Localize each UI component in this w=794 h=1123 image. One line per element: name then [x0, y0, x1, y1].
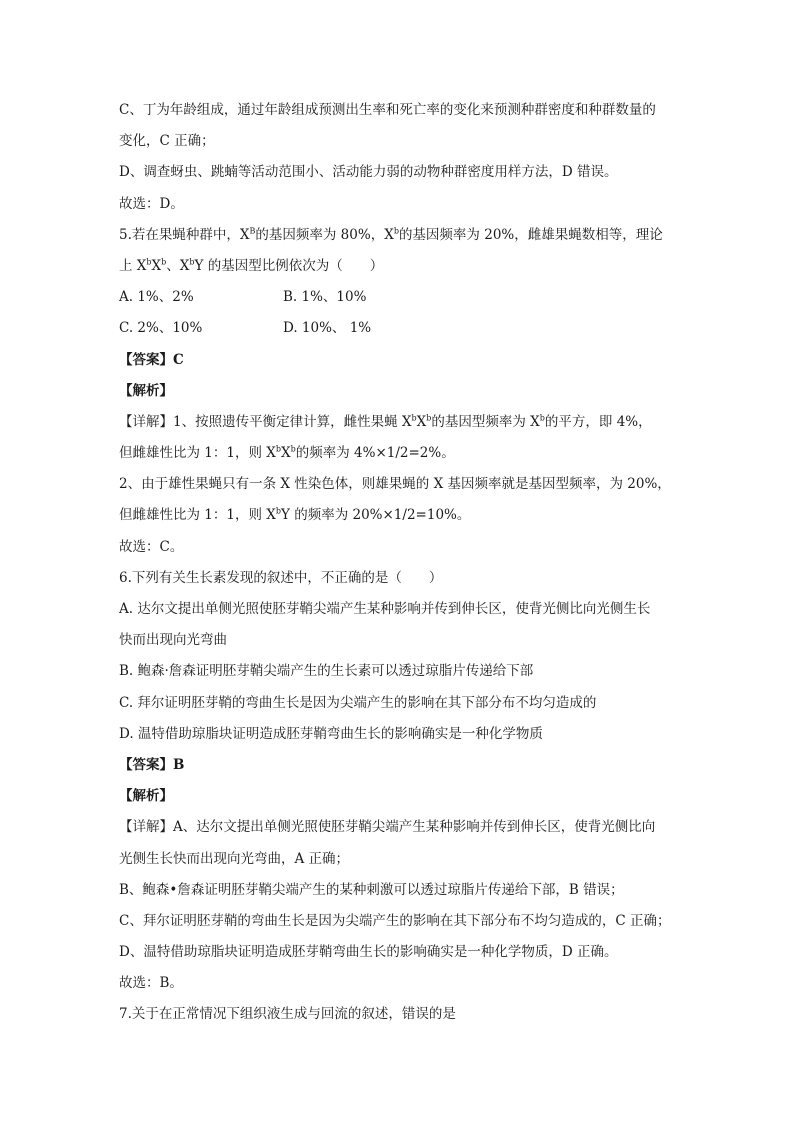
q4-option-c-explanation-line1: C、丁为年龄组成，通过年龄组成预测出生率和死亡率的变化来预测种群密度和种群数量的 — [119, 102, 656, 118]
q6-option-d: D. 温特借助琼脂块证明造成胚芽鞘弯曲生长的影响确实是一种化学物质 — [119, 725, 543, 742]
q6-detail-a-line2: 光侧生长快而出现向光弯曲，A 正确； — [119, 850, 350, 867]
q6-choice: 故选：B。 — [119, 975, 183, 992]
q6-analysis-heading: 【解析】 — [119, 788, 173, 805]
q6-detail-b: B、鲍森•詹森证明胚芽鞘尖端产生的某种刺激可以透过琼脂片传递给下部，B 错误； — [119, 881, 624, 898]
q4-option-d-explanation: D、调查蚜虫、跳蝻等活动范围小、活动能力弱的动物种群密度用样方法，D 错误。 — [119, 164, 618, 181]
q6-detail-d: D、温特借助琼脂块证明造成胚芽鞘弯曲生长的影响确实是一种化学物质，D 正确。 — [119, 944, 618, 961]
q5-detail-line1: 【详解】1、按照遗传平衡定律计算，雌性果蝇 $X^bX^b$的基因型频率为 $X^b$的平方，即 4%， — [119, 413, 652, 430]
q6-option-c: C. 拜尔证明胚芽鞘的弯曲生长是因为尖端产生的影响在其下部分布不均匀造成的 — [119, 694, 597, 711]
q5-stem-line2: 上 $X^bX^b$、$X^bY$ 的基因型比例依次为（ ） — [119, 257, 384, 274]
q4-option-c-explanation-line2: 变化，C 正确； — [119, 133, 215, 150]
q5-choice: 故选：C。 — [119, 538, 184, 555]
q4-choice: 故选：D。 — [119, 195, 184, 212]
q5-option-a: A. 1%、2% — [119, 289, 194, 306]
q5-options-row2 — [119, 313, 679, 344]
q6-detail-c: C、拜尔证明胚芽鞘的弯曲生长是因为尖端产生的影响在其下部分布不均匀造成的，C 正确； — [119, 912, 671, 929]
q6-detail-a-line1: 【详解】A、达尔文提出单侧光照使胚芽鞘尖端产生某种影响并传到伸长区，使背光侧比向 — [119, 819, 656, 836]
document-page — [119, 95, 679, 1031]
q6-option-a-line1: A. 达尔文提出单侧光照使胚芽鞘尖端产生某种影响并传到伸长区，使背光侧比向光侧生长 — [119, 601, 651, 617]
q6-answer: 【答案】B — [119, 756, 185, 773]
q5-options-row1 — [119, 282, 679, 313]
q5-detail-line4: 但雌雄性比为 1：1，则 $X^bY$ 的频率为 20%×1/2=10%。 — [119, 506, 471, 524]
q5-option-b: B. 1%、10% — [283, 289, 367, 306]
q5-analysis-heading: 【解析】 — [119, 382, 173, 399]
q5-option-c: C. 2%、10% — [119, 320, 203, 337]
q5-answer: 【答案】C — [119, 351, 184, 368]
q6-option-a-line2: 快而出现向光弯曲 — [119, 632, 227, 649]
q6-stem: 6.下列有关生长素发现的叙述中，不正确的是（ ） — [119, 569, 443, 586]
q5-option-d: D. 10%、 1% — [283, 320, 372, 337]
q5-stem-line1: 5.若在果蝇种群中，$X^B$的基因频率为 80%，$X^b$的基因频率为 20%，雌雄果蝇数相等，理论 — [119, 226, 663, 243]
q5-detail-line3: 2、由于雄性果蝇只有一条 X 性染色体，则雄果蝇的 X 基因频率就是基因型频率，为 20%， — [119, 476, 671, 493]
q6-option-b: B. 鲍森·詹森证明胚芽鞘尖端产生的生长素可以透过琼脂片传递给下部 — [119, 663, 534, 680]
q5-detail-line2: 但雌雄性比为 1：1，则 $X^bX^b$的频率为 4%×1/2=2%。 — [119, 444, 455, 462]
q7-stem: 7.关于在正常情况下组织液生成与回流的叙述，错误的是 — [119, 1006, 456, 1023]
